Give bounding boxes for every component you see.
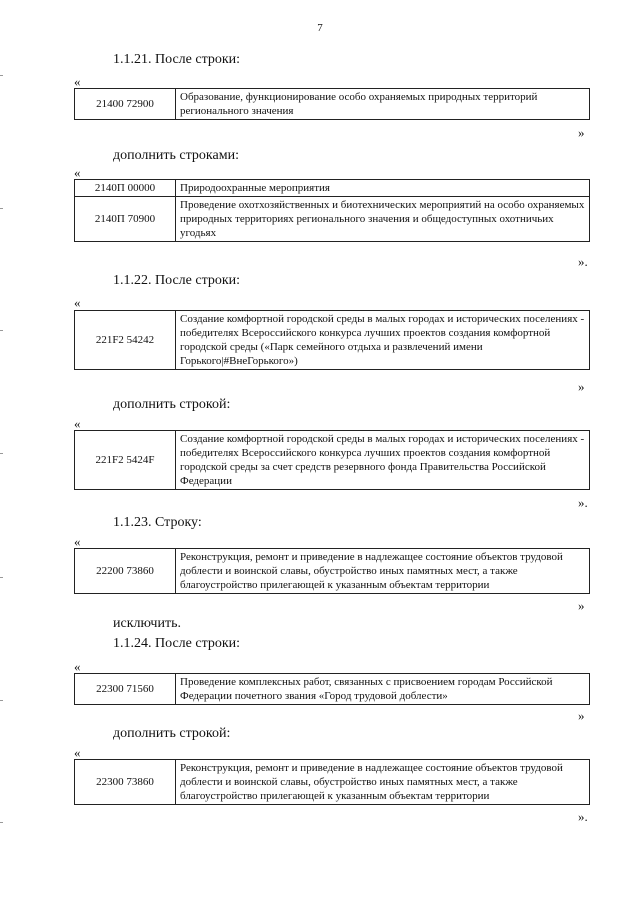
code-cell: 22200 73860 — [75, 549, 176, 594]
close-quote: ». — [578, 254, 588, 269]
budget-code-table — [74, 548, 590, 594]
scan-margin-marks — [0, 0, 10, 905]
close-quote: » — [578, 379, 585, 394]
name-cell: Создание комфортной городской среды в малых городах и исторических поселениях - победителях Всероссийского конкурса лучших проектов создания комфортной городской среды («Парк семейного отдыха и развлечений имени Горького|#ВнеГорького») — [176, 311, 590, 370]
instruction-add-row: дополнить строкой: — [113, 397, 231, 412]
close-quote: ». — [578, 495, 588, 510]
table-row — [75, 549, 590, 594]
close-quote: » — [578, 708, 585, 723]
budget-code-table — [74, 310, 590, 370]
name-cell: Проведение охотхозяйственных и биотехнических мероприятий на особо охраняемых природных территориях регионального значения и общедоступных охотничьих угодьях — [176, 197, 590, 242]
section-heading-1-1-21: 1.1.21. После строки: — [113, 52, 241, 67]
code-cell: 2140П 00000 — [75, 180, 176, 197]
code-cell: 221F2 54242 — [75, 311, 176, 370]
budget-code-table — [74, 673, 590, 705]
code-cell: 22300 73860 — [75, 760, 176, 805]
table-row — [75, 197, 590, 242]
budget-code-table — [74, 430, 590, 490]
code-cell: 21400 72900 — [75, 89, 176, 120]
open-quote: « — [74, 74, 81, 89]
open-quote: « — [74, 165, 81, 180]
table-row — [75, 760, 590, 805]
open-quote: « — [74, 745, 81, 760]
instruction-delete: исключить. — [113, 616, 181, 631]
close-quote: » — [578, 125, 585, 140]
section-heading-1-1-22: 1.1.22. После строки: — [113, 273, 241, 288]
open-quote: « — [74, 416, 81, 431]
open-quote: « — [74, 534, 81, 549]
instruction-add-row: дополнить строкой: — [113, 726, 231, 741]
code-cell: 2140П 70900 — [75, 197, 176, 242]
page-number: 7 — [317, 22, 323, 34]
section-heading-1-1-24: 1.1.24. После строки: — [113, 636, 241, 651]
name-cell: Создание комфортной городской среды в малых городах и исторических поселениях - победителях Всероссийского конкурса лучших проектов создания комфортной городской среды за счет средств резервного фонда Правительства Российской Федерации — [176, 431, 590, 490]
close-quote: » — [578, 598, 585, 613]
name-cell: Реконструкция, ремонт и приведение в надлежащее состояние объектов трудовой доблести и воинской славы, обустройство иных памятных мест, а также благоустройство прилегающей к указанным объектам территории — [176, 760, 590, 805]
table-row — [75, 180, 590, 197]
instruction-add-rows: дополнить строками: — [113, 148, 239, 163]
table-row — [75, 311, 590, 370]
table-row — [75, 89, 590, 120]
open-quote: « — [74, 295, 81, 310]
open-quote: « — [74, 659, 81, 674]
budget-code-table — [74, 88, 590, 120]
name-cell: Реконструкция, ремонт и приведение в надлежащее состояние объектов трудовой доблести и воинской славы, обустройство иных памятных мест, а также благоустройство прилегающей к указанным объектам территории — [176, 549, 590, 594]
code-cell: 22300 71560 — [75, 674, 176, 705]
table-row — [75, 431, 590, 490]
table-row — [75, 674, 590, 705]
name-cell: Проведение комплексных работ, связанных с присвоением городам Российской Федерации почетного звания «Город трудовой доблести» — [176, 674, 590, 705]
budget-code-table — [74, 179, 590, 242]
code-cell: 221F2 5424F — [75, 431, 176, 490]
name-cell: Образование, функционирование особо охраняемых природных территорий регионального значения — [176, 89, 590, 120]
close-quote: ». — [578, 809, 588, 824]
name-cell: Природоохранные мероприятия — [176, 180, 590, 197]
budget-code-table — [74, 759, 590, 805]
section-heading-1-1-23: 1.1.23. Строку: — [113, 515, 202, 530]
